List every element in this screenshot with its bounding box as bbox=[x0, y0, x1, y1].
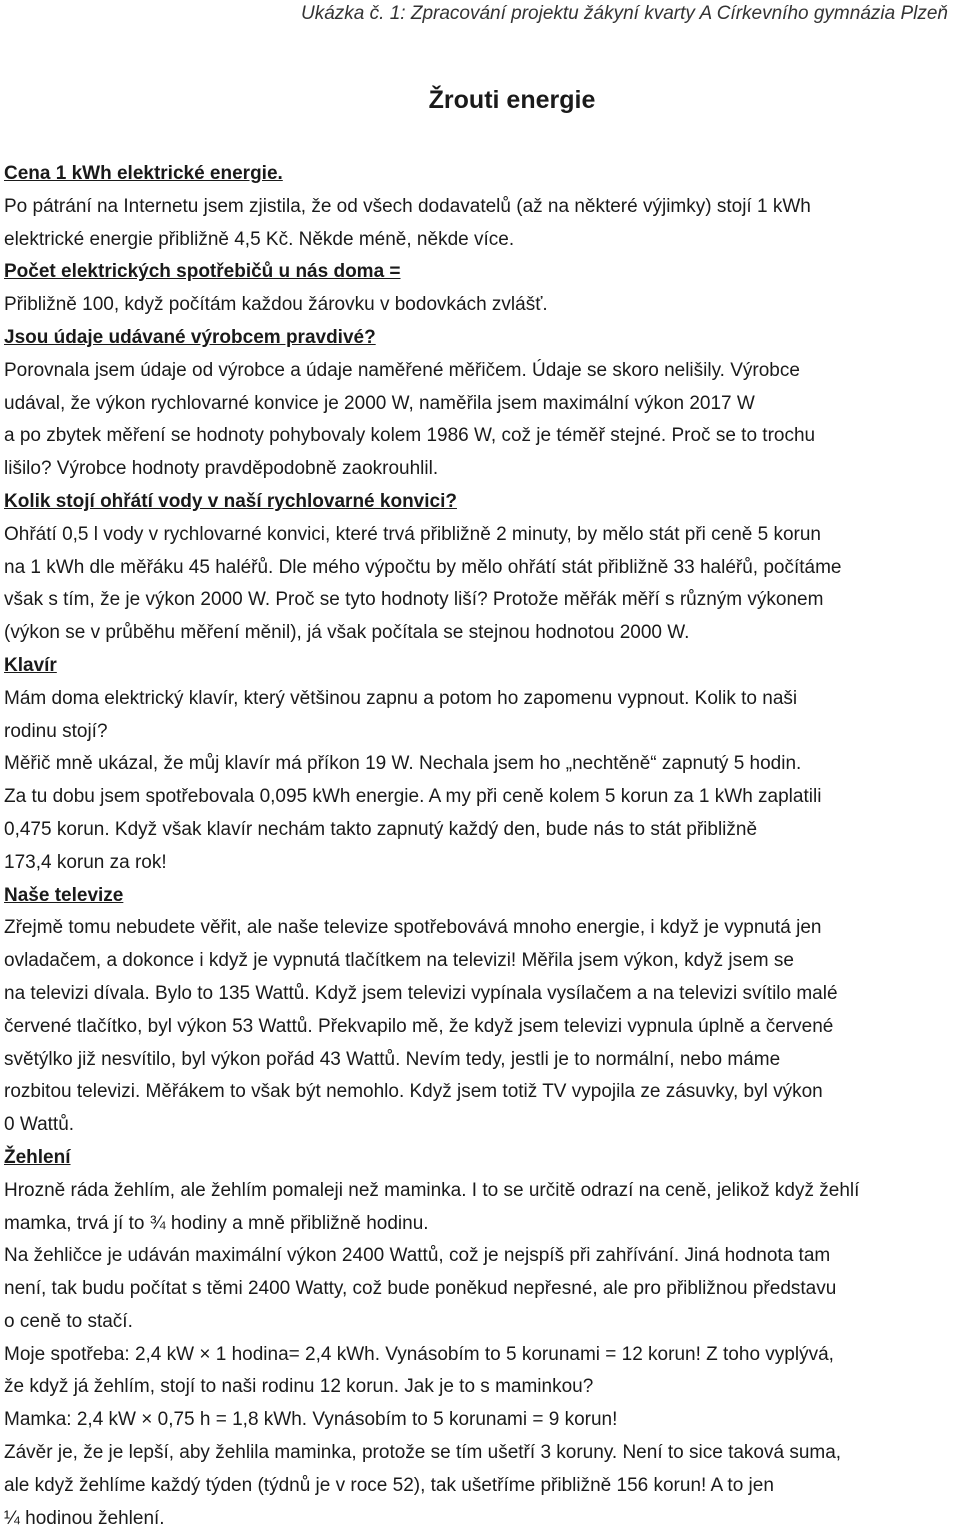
section-heading: Žehlení bbox=[4, 1146, 71, 1168]
text-line: Měřič mně ukázal, že můj klavír má příkon 19 W. Nechala jsem ho „nechtěně“ zapnutý 5 hodin. bbox=[4, 753, 802, 775]
text-line: Mamka: 2,4 kW × 0,75 h = 1,8 kWh. Vynásobím to 5 korunami = 9 korun! bbox=[4, 1409, 618, 1431]
section-heading: Cena 1 kWh elektrické energie. bbox=[4, 163, 283, 184]
section-heading: Jsou údaje udávané výrobcem pravdivé? bbox=[4, 326, 376, 348]
text-line: Po pátrání na Internetu jsem zjistila, že od všech dodavatelů (až na některé výjimky) stojí 1 kWh bbox=[4, 195, 811, 217]
text-line: Závěr je, že je lepší, aby žehlila maminka, protože se tím ušetří 3 koruny. Není to sice taková suma, bbox=[4, 1442, 842, 1464]
text-line: Mám doma elektrický klavír, který většinou zapnu a potom ho zapomenu vypnout. Kolik to naši bbox=[4, 687, 798, 709]
section-heading: Naše televize bbox=[4, 884, 124, 906]
text-line: mamka, trvá jí to ¾ hodiny a mně přibližně hodinu. bbox=[4, 1212, 429, 1234]
document-body bbox=[4, 158, 956, 1535]
section-heading: Klavír bbox=[4, 654, 57, 676]
text-line: že když já žehlím, stojí to naši rodinu 12 korun. Jak je to s maminkou? bbox=[4, 1376, 594, 1398]
page-header: Ukázka č. 1: Zpracování projektu žákyní kvarty A Církevního gymnázia Plzeň bbox=[301, 3, 948, 24]
text-line: Na žehličce je udáván maximální výkon 2400 Wattů, což je nejspíš při zahřívání. Jiná hodnota tam bbox=[4, 1245, 831, 1267]
text-line: a po zbytek měření se hodnoty pohybovaly kolem 1986 W, což je téměř stejné. Proč se to trochu bbox=[4, 425, 816, 447]
text-line: (výkon se v průběhu měření měnil), já však počítala se stejnou hodnotou 2000 W. bbox=[4, 622, 690, 644]
text-line: Za tu dobu jsem spotřebovala 0,095 kWh energie. A my při ceně kolem 5 korun za 1 kWh zaplatili bbox=[4, 786, 822, 808]
text-line: Porovnala jsem údaje od výrobce a údaje naměřené měřičem. Údaje se skoro nelišily. Výrobce bbox=[4, 359, 800, 381]
text-line: o ceně to stačí. bbox=[4, 1310, 133, 1332]
text-line: Zřejmě tomu nebudete věřit, ale naše televize spotřebovává mnoho energie, i když je vypnutá jen bbox=[4, 917, 822, 939]
text-line: rozbitou televizi. Měřákem to však být nemohlo. Když jsem totiž TV vypojila ze zásuvky, byl výkon bbox=[4, 1081, 823, 1103]
text-line: Hrozně ráda žehlím, ale žehlím pomaleji než maminka. I to se určitě odrazí na ceně, jelikož když žehlí bbox=[4, 1179, 860, 1201]
text-line: světýlko již nesvítilo, byl výkon pořád 43 Wattů. Nevím tedy, jestli je to normální, nebo máme bbox=[4, 1048, 781, 1070]
text-line: není, tak budu počítat s těmi 2400 Watty, což bude poněkud nepřesné, ale pro přibližnou představu bbox=[4, 1278, 837, 1300]
text-line: 173,4 korun za rok! bbox=[4, 851, 167, 873]
section-heading: Kolik stojí ohřátí vody v naší rychlovarné konvici? bbox=[4, 490, 457, 512]
text-line: Ohřátí 0,5 l vody v rychlovarné konvici, které trvá přibližně 2 minuty, by mělo stát při ceně 5 korun bbox=[4, 523, 821, 545]
text-line: 0,475 korun. Když však klavír nechám takto zapnutý každý den, bude nás to stát přibližně bbox=[4, 818, 758, 840]
text-line: udával, že výkon rychlovarné konvice je 2000 W, naměřila jsem maximální výkon 2017 W bbox=[4, 392, 755, 414]
section-heading: Počet elektrických spotřebičů u nás doma = bbox=[4, 261, 401, 283]
text-line: ¼ hodinou žehlení. bbox=[4, 1507, 165, 1529]
text-line: červené tlačítko, byl výkon 53 Wattů. Překvapilo mě, že když jsem televizi vypnula úplně a červené bbox=[4, 1015, 834, 1037]
text-line: ovladačem, a dokonce i když je vypnutá tlačítkem na televizi! Měřila jsem výkon, když jsem se bbox=[4, 950, 794, 972]
text-line: 0 Wattů. bbox=[4, 1114, 75, 1136]
text-line: na televizi dívala. Bylo to 135 Wattů. Když jsem televizi vypínala vysílačem a na televizi svítilo malé bbox=[4, 982, 838, 1004]
text-line: elektrické energie přibližně 4,5 Kč. Někde méně, někde více. bbox=[4, 228, 515, 250]
text-line: však s tím, že je výkon 2000 W. Proč se tyto hodnoty liší? Protože měřák měří s různým výkonem bbox=[4, 589, 824, 611]
text-line: lišilo? Výrobce hodnoty pravděpodobně zaokrouhlil. bbox=[4, 458, 439, 480]
page-title: Žrouti energie bbox=[428, 86, 596, 114]
text-line: ale když žehlíme každý týden (týdnů je v roce 52), tak ušetříme přibližně 156 korun! A to jen bbox=[4, 1474, 774, 1496]
text-line: rodinu stojí? bbox=[4, 720, 108, 742]
text-line: na 1 kWh dle měřáku 45 haléřů. Dle mého výpočtu by mělo ohřátí stát přibližně 33 haléřů, počítáme bbox=[4, 556, 842, 578]
text-line: Moje spotřeba: 2,4 kW × 1 hodina= 2,4 kWh. Vynásobím to 5 korunami = 12 korun! Z toho vyplývá, bbox=[4, 1343, 834, 1365]
text-line: Přibližně 100, když počítám každou žárovku v bodovkách zvlášť. bbox=[4, 294, 548, 316]
